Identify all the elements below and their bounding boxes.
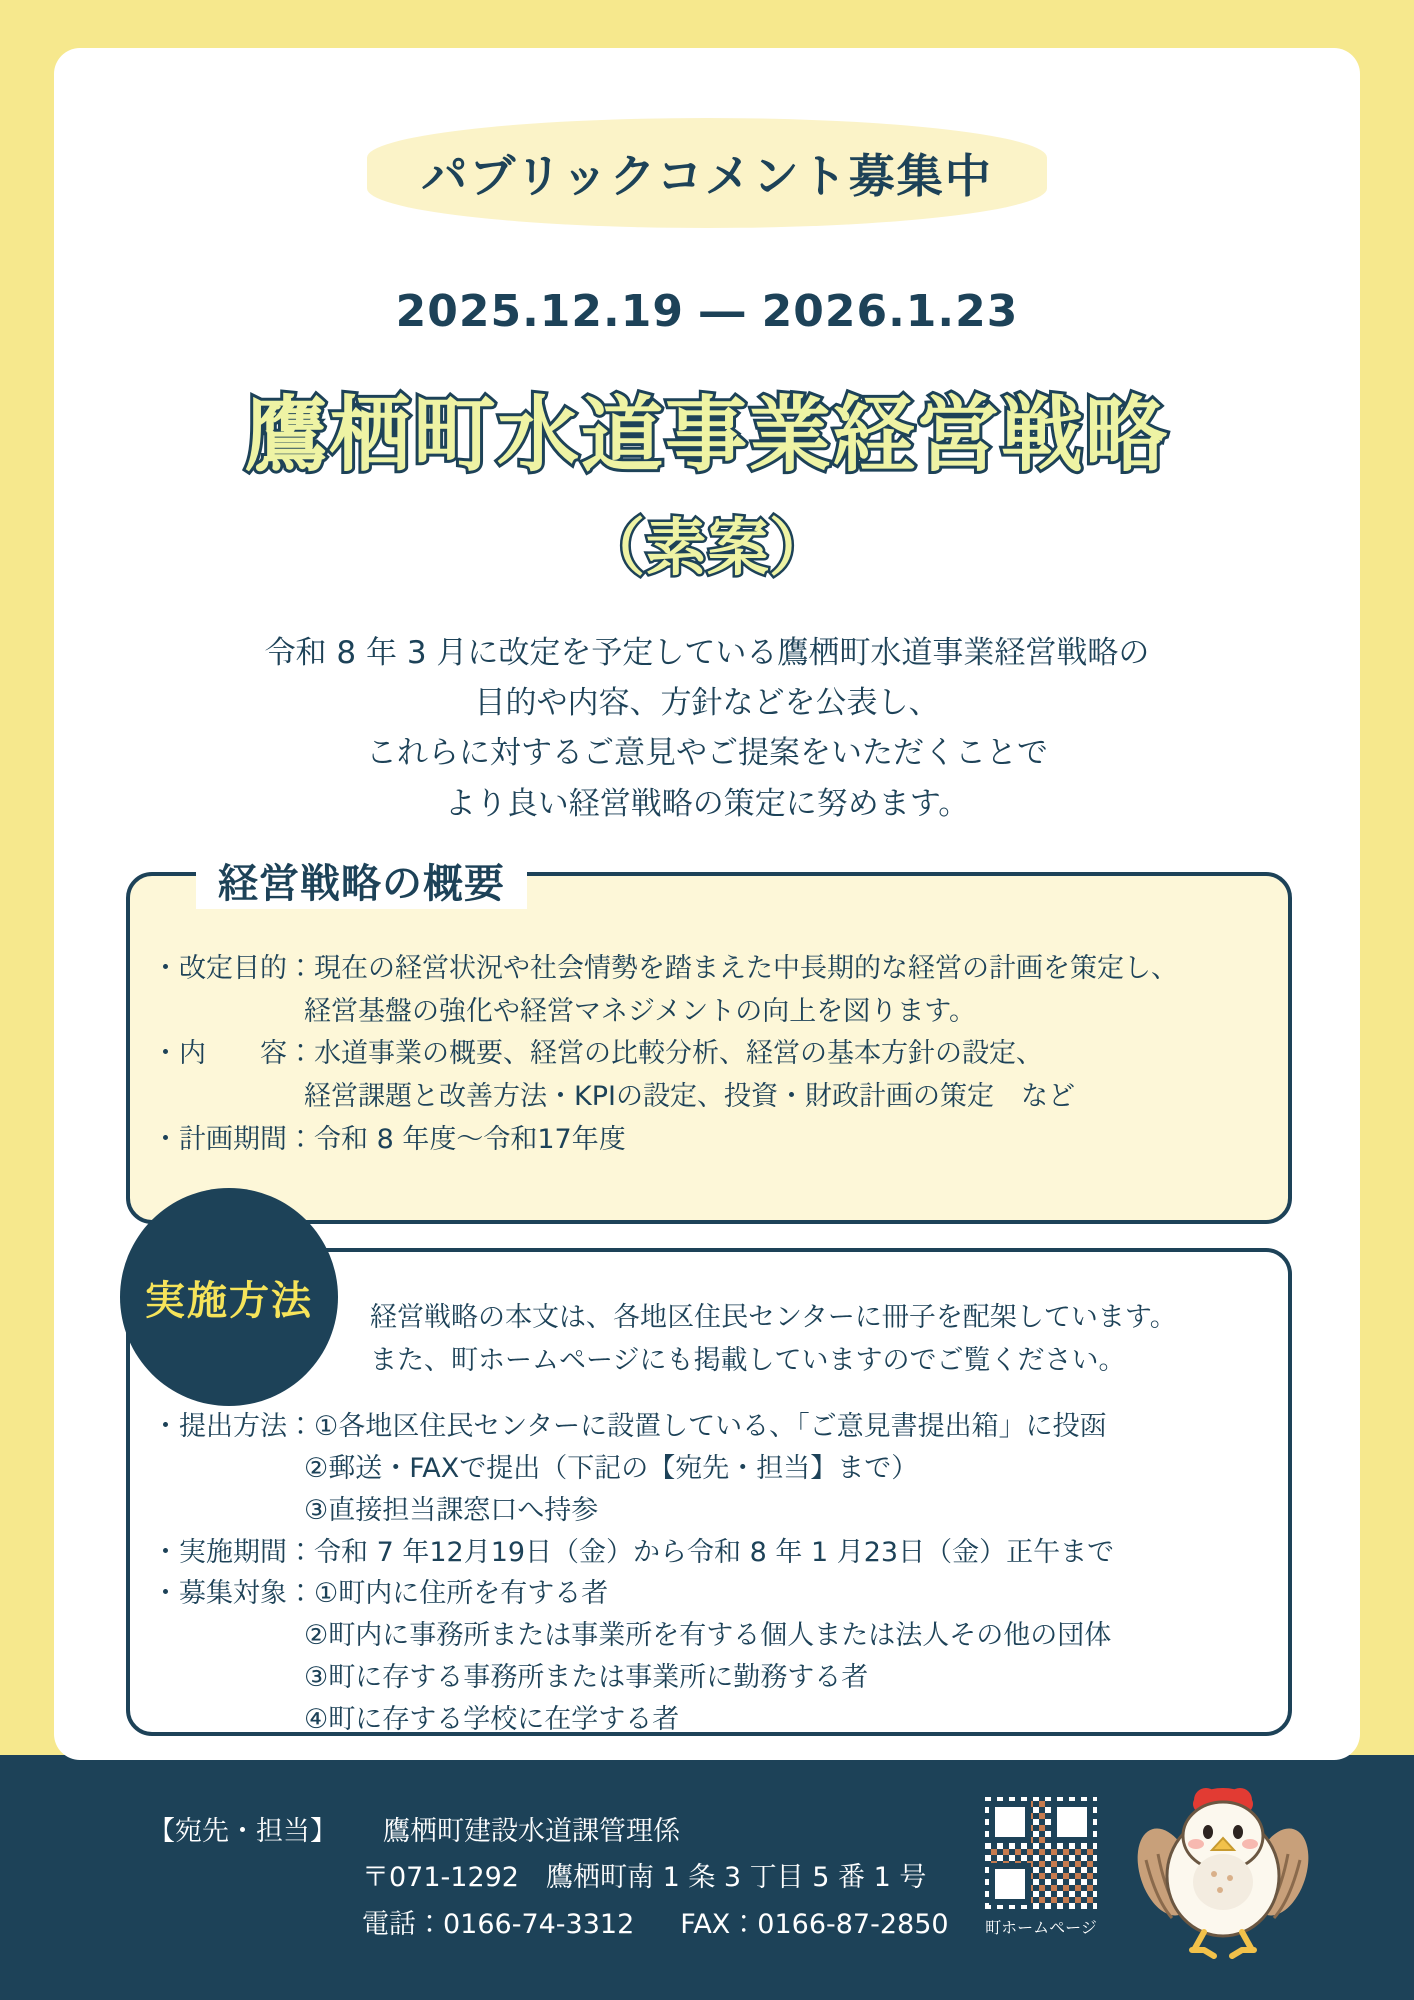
- outline-item-text: 経営課題と改善方法・KPIの設定、投資・財政計画の策定 など: [304, 1080, 1075, 1112]
- method-item-label: ・実施期間：: [152, 1536, 314, 1568]
- lead-line: 目的や内容、方針などを公表し、: [474, 685, 940, 722]
- page-subtitle: （素案）: [582, 511, 831, 584]
- outline-item: [152, 1119, 1272, 1162]
- outline-item: [152, 1033, 1272, 1076]
- method-item-label: ・提出方法：: [152, 1411, 314, 1442]
- qr-block: [978, 1797, 1104, 1938]
- method-item: [152, 1406, 1282, 1448]
- outline-item-text: 現在の経営状況や社会情勢を踏まえた中長期的な経営の計画を策定し、: [314, 953, 1178, 984]
- spacer: [634, 1902, 680, 1948]
- banner-label: パブリックコメント募集中: [421, 149, 993, 203]
- method-item-text: 令和 7 年12月19日（金）から令和 8 年 1 月23日（金）正午まで: [314, 1536, 1115, 1568]
- mascot-illustration: [1128, 1764, 1318, 1964]
- outline-heading: 経営戦略の概要: [196, 852, 527, 909]
- qr-caption: 町ホームページ: [985, 1918, 1097, 1937]
- method-item: [152, 1532, 1282, 1574]
- contact-label: 【宛先・担当】: [148, 1815, 337, 1847]
- method-item-text: ①各地区住民センターに設置している、「ご意見書提出箱」に投函: [314, 1411, 1107, 1442]
- lead-line: 令和 8 年 3 月に改定を予定している鷹栖町水道事業経営戦略の: [264, 635, 1150, 671]
- method-note-line: また、町ホームページにも掲載していますのでご覧ください。: [370, 1345, 1126, 1377]
- contact-phone-row: [148, 1902, 949, 1948]
- outline-item-text: 令和 8 年度〜令和17年度: [314, 1123, 626, 1155]
- method-badge: 実施方法: [120, 1188, 338, 1406]
- method-item-text: ④町に存する学校に在学する者: [304, 1703, 680, 1735]
- qr-code-icon[interactable]: [985, 1797, 1097, 1909]
- page-title: 鷹栖町水道事業経営戦略: [244, 388, 1169, 483]
- lead-line: これらに対するご意見やご提案をいただくことで: [366, 735, 1048, 772]
- outline-item-label: ・計画期間：: [152, 1123, 314, 1155]
- method-item-text: ②郵送・FAXで提出（下記の【宛先・担当】まで）: [304, 1452, 919, 1484]
- contact-address: 〒071-1292 鷹栖町南 1 条 3 丁目 5 番 1 号: [362, 1862, 927, 1894]
- outline-content: [152, 948, 1272, 1161]
- method-content: [152, 1406, 1282, 1741]
- contact-tel: 電話：0166-74-3312: [362, 1908, 635, 1940]
- method-item-text: ②町内に事務所または事業所を有する個人または法人その他の団体: [304, 1620, 1112, 1652]
- contact-office: 鷹栖町建設水道課管理係: [383, 1815, 680, 1847]
- outline-item-text: 水道事業の概要、経営の比較分析、経営の基本方針の設定、: [314, 1038, 1043, 1070]
- method-item-label: ・募集対象：: [152, 1578, 314, 1610]
- method-item-text: ③町に存する事務所または事業所に勤務する者: [304, 1662, 869, 1694]
- spacer: [337, 1809, 383, 1855]
- lead-paragraph: [0, 628, 1414, 829]
- outline-item-label: ・内 容：: [152, 1038, 314, 1070]
- method-note-line: 経営戦略の本文は、各地区住民センターに冊子を配架しています。: [370, 1302, 1177, 1333]
- method-item-text: ①町内に住所を有する者: [314, 1578, 609, 1610]
- contact-header-row: [148, 1809, 949, 1855]
- contact-block: [148, 1809, 949, 1948]
- outline-item-text: 経営基盤の強化や経営マネジメントの向上を図ります。: [304, 995, 977, 1027]
- comment-period-dates: 2025.12.19 ― 2026.1.23: [395, 286, 1019, 337]
- qr-corner-icon: [989, 1863, 1031, 1905]
- lead-line: より良い経営戦略の策定に努めます。: [444, 785, 970, 822]
- method-note: [370, 1296, 1177, 1382]
- outline-item-label: ・改定目的：: [152, 953, 314, 984]
- contact-fax: FAX：0166-87-2850: [680, 1908, 949, 1940]
- banner: [367, 118, 1047, 228]
- method-item: [152, 1573, 1282, 1615]
- method-item-text: ③直接担当課窓口へ持参: [304, 1494, 599, 1526]
- outline-item: [152, 948, 1272, 991]
